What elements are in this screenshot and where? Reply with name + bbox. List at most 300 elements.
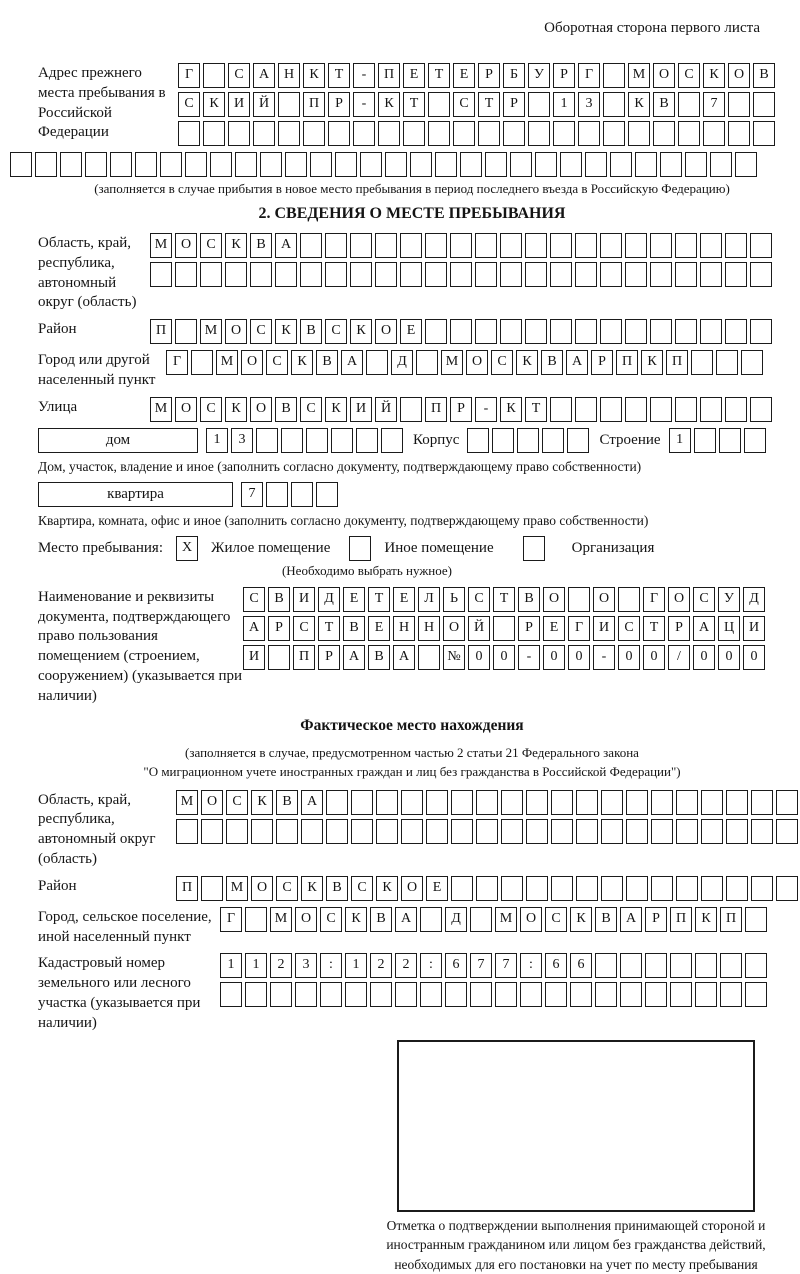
char-cell[interactable] [150, 262, 172, 287]
char-cell[interactable] [741, 350, 763, 375]
char-cell[interactable] [478, 121, 500, 146]
char-cell[interactable]: О [401, 876, 423, 901]
char-cell[interactable]: К [203, 92, 225, 117]
char-cell[interactable]: К [516, 350, 538, 375]
char-cell[interactable] [401, 819, 423, 844]
char-cell[interactable]: - [353, 92, 375, 117]
char-cell[interactable]: Е [426, 876, 448, 901]
char-cell[interactable]: В [343, 616, 365, 641]
char-cell[interactable] [351, 819, 373, 844]
char-cell[interactable] [726, 819, 748, 844]
char-cell[interactable]: П [670, 907, 692, 932]
char-cell[interactable] [291, 482, 313, 507]
char-cell[interactable] [620, 953, 642, 978]
char-cell[interactable] [403, 121, 425, 146]
char-cell[interactable] [316, 482, 338, 507]
char-cell[interactable] [451, 790, 473, 815]
char-cell[interactable]: Г [220, 907, 242, 932]
char-cell[interactable] [331, 428, 353, 453]
char-cell[interactable] [695, 982, 717, 1007]
stay-type-checkbox-residential[interactable] [176, 536, 198, 561]
char-cell[interactable] [601, 876, 623, 901]
char-cell[interactable] [728, 92, 750, 117]
char-cell[interactable] [751, 819, 773, 844]
char-cell[interactable] [553, 121, 575, 146]
char-cell[interactable] [576, 876, 598, 901]
char-cell[interactable] [476, 876, 498, 901]
char-cell[interactable]: К [350, 319, 372, 344]
char-cell[interactable]: Т [403, 92, 425, 117]
char-cell[interactable] [720, 982, 742, 1007]
char-cell[interactable]: М [200, 319, 222, 344]
char-cell[interactable]: К [325, 397, 347, 422]
char-cell[interactable] [626, 876, 648, 901]
char-cell[interactable]: А [620, 907, 642, 932]
char-cell[interactable]: Е [343, 587, 365, 612]
char-cell[interactable] [560, 152, 582, 177]
char-cell[interactable]: Т [428, 63, 450, 88]
char-cell[interactable]: К [695, 907, 717, 932]
char-cell[interactable] [378, 121, 400, 146]
char-cell[interactable]: К [225, 397, 247, 422]
char-cell[interactable] [660, 152, 682, 177]
char-cell[interactable] [645, 982, 667, 1007]
char-cell[interactable] [470, 907, 492, 932]
char-cell[interactable]: Б [503, 63, 525, 88]
char-cell[interactable] [526, 790, 548, 815]
char-cell[interactable] [603, 121, 625, 146]
char-cell[interactable]: Р [668, 616, 690, 641]
char-cell[interactable] [626, 790, 648, 815]
char-cell[interactable]: С [300, 397, 322, 422]
char-cell[interactable] [675, 262, 697, 287]
char-cell[interactable] [545, 982, 567, 1007]
char-cell[interactable] [676, 819, 698, 844]
char-cell[interactable] [694, 428, 716, 453]
char-cell[interactable] [366, 350, 388, 375]
char-cell[interactable] [460, 152, 482, 177]
char-cell[interactable] [535, 152, 557, 177]
char-cell[interactable]: Ц [718, 616, 740, 641]
char-cell[interactable]: 3 [295, 953, 317, 978]
char-cell[interactable] [523, 536, 545, 561]
char-cell[interactable]: А [341, 350, 363, 375]
char-cell[interactable] [475, 262, 497, 287]
char-cell[interactable]: Р [478, 63, 500, 88]
char-cell[interactable]: - [593, 645, 615, 670]
char-cell[interactable] [550, 319, 572, 344]
char-cell[interactable] [744, 428, 766, 453]
char-cell[interactable] [725, 319, 747, 344]
char-cell[interactable]: О [543, 587, 565, 612]
char-cell[interactable]: П [425, 397, 447, 422]
char-cell[interactable]: Г [568, 616, 590, 641]
char-cell[interactable] [225, 262, 247, 287]
char-cell[interactable] [600, 319, 622, 344]
char-cell[interactable] [525, 262, 547, 287]
char-cell[interactable] [710, 152, 732, 177]
stay-type-checkbox-other[interactable] [349, 536, 371, 561]
char-cell[interactable] [595, 982, 617, 1007]
char-cell[interactable] [620, 982, 642, 1007]
char-cell[interactable] [542, 428, 564, 453]
char-cell[interactable] [349, 536, 371, 561]
char-cell[interactable]: Е [403, 63, 425, 88]
char-cell[interactable]: О [201, 790, 223, 815]
char-cell[interactable] [670, 953, 692, 978]
char-cell[interactable]: О [593, 587, 615, 612]
char-cell[interactable]: : [420, 953, 442, 978]
char-cell[interactable] [420, 907, 442, 932]
char-cell[interactable] [503, 121, 525, 146]
char-cell[interactable]: К [303, 63, 325, 88]
char-cell[interactable] [776, 819, 798, 844]
char-cell[interactable] [325, 233, 347, 258]
char-cell[interactable]: С [693, 587, 715, 612]
char-cell[interactable] [300, 233, 322, 258]
char-cell[interactable] [416, 350, 438, 375]
char-cell[interactable]: Ь [443, 587, 465, 612]
char-cell[interactable] [270, 982, 292, 1007]
char-cell[interactable]: 0 [618, 645, 640, 670]
char-cell[interactable] [310, 152, 332, 177]
char-cell[interactable] [651, 790, 673, 815]
char-cell[interactable] [353, 121, 375, 146]
char-cell[interactable]: Е [543, 616, 565, 641]
char-cell[interactable] [370, 982, 392, 1007]
char-cell[interactable] [426, 790, 448, 815]
char-cell[interactable] [735, 152, 757, 177]
char-cell[interactable] [595, 953, 617, 978]
char-cell[interactable]: Т [525, 397, 547, 422]
char-cell[interactable] [745, 982, 767, 1007]
char-cell[interactable]: О [466, 350, 488, 375]
stay-type-checkbox-organization[interactable] [523, 536, 545, 561]
char-cell[interactable] [335, 152, 357, 177]
char-cell[interactable]: 6 [545, 953, 567, 978]
char-cell[interactable] [525, 319, 547, 344]
char-cell[interactable] [625, 262, 647, 287]
char-cell[interactable]: 1 [206, 428, 228, 453]
char-cell[interactable] [356, 428, 378, 453]
char-cell[interactable]: С [276, 876, 298, 901]
char-cell[interactable]: Т [478, 92, 500, 117]
char-cell[interactable] [178, 121, 200, 146]
char-cell[interactable] [475, 233, 497, 258]
char-cell[interactable]: С [678, 63, 700, 88]
char-cell[interactable]: О [520, 907, 542, 932]
char-cell[interactable] [395, 982, 417, 1007]
char-cell[interactable] [470, 982, 492, 1007]
char-cell[interactable]: С [228, 63, 250, 88]
char-cell[interactable] [653, 121, 675, 146]
char-cell[interactable] [400, 262, 422, 287]
char-cell[interactable] [303, 121, 325, 146]
char-cell[interactable] [428, 92, 450, 117]
char-cell[interactable] [551, 876, 573, 901]
char-cell[interactable] [576, 819, 598, 844]
char-cell[interactable]: 3 [578, 92, 600, 117]
char-cell[interactable] [176, 819, 198, 844]
char-cell[interactable] [501, 790, 523, 815]
char-cell[interactable]: Е [453, 63, 475, 88]
char-cell[interactable] [716, 350, 738, 375]
char-cell[interactable]: А [253, 63, 275, 88]
char-cell[interactable] [425, 233, 447, 258]
char-cell[interactable] [601, 790, 623, 815]
char-cell[interactable]: О [175, 233, 197, 258]
char-cell[interactable] [725, 233, 747, 258]
char-cell[interactable]: М [176, 790, 198, 815]
house-type-box[interactable]: дом [38, 428, 198, 453]
char-cell[interactable] [750, 262, 772, 287]
char-cell[interactable]: В [276, 790, 298, 815]
char-cell[interactable]: 0 [718, 645, 740, 670]
char-cell[interactable]: - [475, 397, 497, 422]
char-cell[interactable] [675, 233, 697, 258]
char-cell[interactable] [575, 233, 597, 258]
char-cell[interactable]: С [618, 616, 640, 641]
char-cell[interactable]: С [351, 876, 373, 901]
char-cell[interactable]: К [378, 92, 400, 117]
char-cell[interactable] [526, 876, 548, 901]
char-cell[interactable]: 6 [445, 953, 467, 978]
char-cell[interactable] [751, 790, 773, 815]
char-cell[interactable]: К [570, 907, 592, 932]
char-cell[interactable]: 7 [703, 92, 725, 117]
char-cell[interactable]: Р [328, 92, 350, 117]
char-cell[interactable]: С [453, 92, 475, 117]
char-cell[interactable]: Д [445, 907, 467, 932]
char-cell[interactable]: И [593, 616, 615, 641]
char-cell[interactable]: С [325, 319, 347, 344]
char-cell[interactable] [753, 121, 775, 146]
char-cell[interactable]: А [275, 233, 297, 258]
char-cell[interactable] [701, 876, 723, 901]
char-cell[interactable] [745, 907, 767, 932]
char-cell[interactable]: Л [418, 587, 440, 612]
char-cell[interactable]: Н [278, 63, 300, 88]
char-cell[interactable] [276, 819, 298, 844]
char-cell[interactable]: О [295, 907, 317, 932]
char-cell[interactable] [626, 819, 648, 844]
char-cell[interactable] [400, 397, 422, 422]
char-cell[interactable]: С [266, 350, 288, 375]
char-cell[interactable] [160, 152, 182, 177]
char-cell[interactable] [750, 319, 772, 344]
char-cell[interactable] [320, 982, 342, 1007]
char-cell[interactable] [360, 152, 382, 177]
char-cell[interactable]: В [250, 233, 272, 258]
char-cell[interactable]: Т [318, 616, 340, 641]
char-cell[interactable]: Й [468, 616, 490, 641]
char-cell[interactable] [550, 262, 572, 287]
char-cell[interactable] [410, 152, 432, 177]
char-cell[interactable]: 1 [245, 953, 267, 978]
char-cell[interactable]: И [743, 616, 765, 641]
char-cell[interactable] [35, 152, 57, 177]
char-cell[interactable] [253, 121, 275, 146]
char-cell[interactable]: Р [645, 907, 667, 932]
char-cell[interactable] [675, 397, 697, 422]
char-cell[interactable]: 2 [395, 953, 417, 978]
char-cell[interactable] [578, 121, 600, 146]
char-cell[interactable]: О [443, 616, 465, 641]
char-cell[interactable] [625, 397, 647, 422]
char-cell[interactable]: О [728, 63, 750, 88]
char-cell[interactable] [210, 152, 232, 177]
char-cell[interactable] [753, 92, 775, 117]
char-cell[interactable] [376, 819, 398, 844]
char-cell[interactable]: С [226, 790, 248, 815]
char-cell[interactable]: 6 [570, 953, 592, 978]
char-cell[interactable] [275, 262, 297, 287]
char-cell[interactable] [201, 819, 223, 844]
char-cell[interactable]: С [200, 397, 222, 422]
char-cell[interactable]: П [616, 350, 638, 375]
char-cell[interactable] [528, 92, 550, 117]
char-cell[interactable] [228, 121, 250, 146]
char-cell[interactable] [376, 790, 398, 815]
char-cell[interactable] [200, 262, 222, 287]
char-cell[interactable]: Р [518, 616, 540, 641]
char-cell[interactable] [375, 262, 397, 287]
char-cell[interactable] [676, 876, 698, 901]
char-cell[interactable] [526, 819, 548, 844]
char-cell[interactable]: М [441, 350, 463, 375]
char-cell[interactable]: Г [178, 63, 200, 88]
char-cell[interactable] [260, 152, 282, 177]
char-cell[interactable]: П [150, 319, 172, 344]
char-cell[interactable]: 2 [270, 953, 292, 978]
char-cell[interactable] [175, 319, 197, 344]
char-cell[interactable] [700, 319, 722, 344]
char-cell[interactable] [401, 790, 423, 815]
char-cell[interactable]: К [291, 350, 313, 375]
char-cell[interactable] [60, 152, 82, 177]
char-cell[interactable]: К [345, 907, 367, 932]
char-cell[interactable] [400, 233, 422, 258]
char-cell[interactable]: Р [318, 645, 340, 670]
char-cell[interactable]: О [175, 397, 197, 422]
char-cell[interactable]: М [270, 907, 292, 932]
char-cell[interactable] [678, 121, 700, 146]
char-cell[interactable]: И [228, 92, 250, 117]
char-cell[interactable] [266, 482, 288, 507]
char-cell[interactable] [601, 819, 623, 844]
char-cell[interactable]: 0 [543, 645, 565, 670]
char-cell[interactable] [381, 428, 403, 453]
char-cell[interactable] [650, 233, 672, 258]
char-cell[interactable] [685, 152, 707, 177]
char-cell[interactable] [575, 397, 597, 422]
char-cell[interactable]: 1 [669, 428, 691, 453]
char-cell[interactable] [256, 428, 278, 453]
char-cell[interactable] [618, 587, 640, 612]
char-cell[interactable]: П [293, 645, 315, 670]
char-cell[interactable]: К [376, 876, 398, 901]
char-cell[interactable] [568, 587, 590, 612]
char-cell[interactable]: К [703, 63, 725, 88]
char-cell[interactable]: О [241, 350, 263, 375]
char-cell[interactable] [295, 982, 317, 1007]
char-cell[interactable]: В [300, 319, 322, 344]
char-cell[interactable] [551, 790, 573, 815]
char-cell[interactable]: 0 [693, 645, 715, 670]
char-cell[interactable] [576, 790, 598, 815]
char-cell[interactable] [375, 233, 397, 258]
char-cell[interactable]: Р [591, 350, 613, 375]
char-cell[interactable]: Т [328, 63, 350, 88]
char-cell[interactable]: 0 [743, 645, 765, 670]
char-cell[interactable] [610, 152, 632, 177]
char-cell[interactable] [351, 790, 373, 815]
char-cell[interactable] [245, 982, 267, 1007]
char-cell[interactable] [278, 121, 300, 146]
char-cell[interactable]: М [495, 907, 517, 932]
char-cell[interactable] [603, 92, 625, 117]
char-cell[interactable]: П [720, 907, 742, 932]
char-cell[interactable]: 1 [553, 92, 575, 117]
char-cell[interactable] [625, 319, 647, 344]
char-cell[interactable]: Г [643, 587, 665, 612]
char-cell[interactable]: С [200, 233, 222, 258]
char-cell[interactable] [701, 790, 723, 815]
char-cell[interactable] [475, 319, 497, 344]
char-cell[interactable] [325, 262, 347, 287]
char-cell[interactable]: Т [368, 587, 390, 612]
char-cell[interactable] [201, 876, 223, 901]
char-cell[interactable] [728, 121, 750, 146]
char-cell[interactable] [650, 397, 672, 422]
char-cell[interactable] [385, 152, 407, 177]
char-cell[interactable]: Т [643, 616, 665, 641]
char-cell[interactable]: И [350, 397, 372, 422]
char-cell[interactable]: С [468, 587, 490, 612]
char-cell[interactable] [651, 819, 673, 844]
char-cell[interactable] [476, 819, 498, 844]
char-cell[interactable] [719, 428, 741, 453]
char-cell[interactable] [235, 152, 257, 177]
char-cell[interactable]: К [251, 790, 273, 815]
char-cell[interactable] [326, 790, 348, 815]
char-cell[interactable] [575, 319, 597, 344]
char-cell[interactable]: 1 [345, 953, 367, 978]
char-cell[interactable] [485, 152, 507, 177]
char-cell[interactable] [603, 63, 625, 88]
char-cell[interactable]: 2 [370, 953, 392, 978]
char-cell[interactable] [245, 907, 267, 932]
char-cell[interactable] [425, 262, 447, 287]
char-cell[interactable]: С [178, 92, 200, 117]
char-cell[interactable] [500, 319, 522, 344]
char-cell[interactable]: Р [553, 63, 575, 88]
char-cell[interactable] [776, 876, 798, 901]
char-cell[interactable] [451, 876, 473, 901]
char-cell[interactable] [450, 233, 472, 258]
char-cell[interactable]: О [668, 587, 690, 612]
char-cell[interactable]: / [668, 645, 690, 670]
char-cell[interactable] [451, 819, 473, 844]
char-cell[interactable]: И [293, 587, 315, 612]
char-cell[interactable] [285, 152, 307, 177]
char-cell[interactable]: А [393, 645, 415, 670]
char-cell[interactable]: О [375, 319, 397, 344]
char-cell[interactable] [550, 397, 572, 422]
char-cell[interactable]: 0 [493, 645, 515, 670]
char-cell[interactable] [528, 121, 550, 146]
char-cell[interactable] [350, 233, 372, 258]
